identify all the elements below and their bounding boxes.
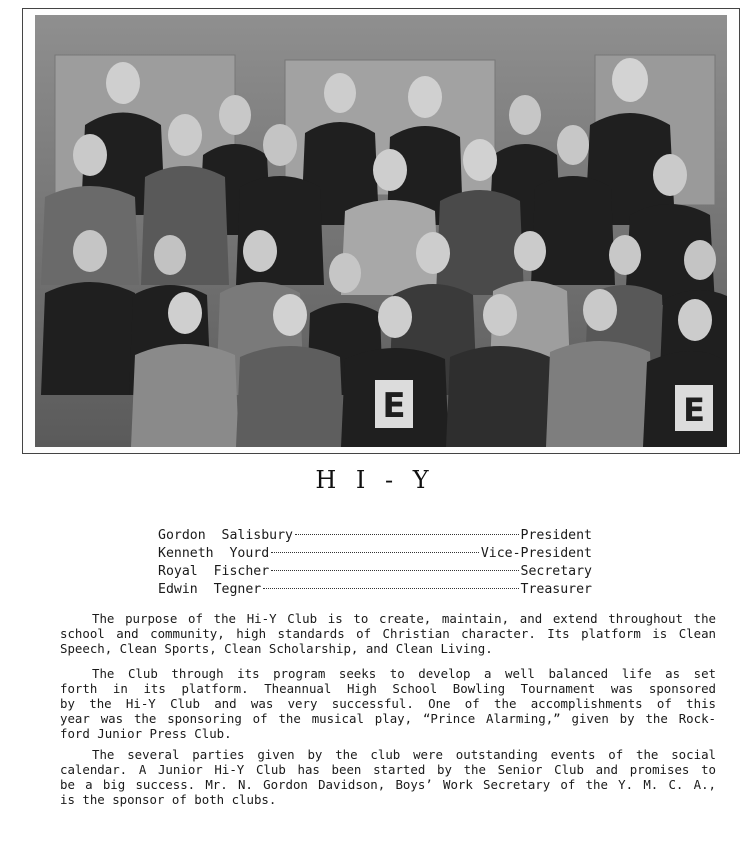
photo-frame [22,8,740,454]
paragraph-line: Speech, Clean Sports, Clean Scholarship, and Clean Living. [60,641,493,656]
svg-text:E: E [683,391,705,429]
group-photo [35,15,727,447]
officer-row [158,563,592,581]
paragraph-line: ford Junior Press Club. [60,726,232,741]
officer-title: Treasurer [520,582,592,597]
officer-name: Royal Fischer [158,564,270,579]
paragraph-line: calendar. A Junior Hi-Y Club has been started by the Senior Club and promises to [60,762,716,777]
svg-text:E: E [382,386,406,426]
officer-name: Gordon Salisbury [158,528,293,543]
officer-list [158,527,592,599]
paragraph [60,747,716,807]
officer-title: President [520,528,592,543]
officer-row [158,527,592,545]
paragraph-line: The Club through its program seeks to develop a well balanced life as set [92,666,716,681]
paragraph-line: The several parties given by the club were outstanding events of the social [92,747,716,762]
officer-title: Secretary [520,564,592,579]
dotted-leader [263,588,518,589]
paragraph-line: is the sponsor of both clubs. [60,792,277,807]
dotted-leader [271,552,479,553]
officer-title: Vice-President [480,546,592,561]
group-photo-illustration [35,15,727,447]
paragraph-line: forth in its platform. Theannual High School Bowling Tournament was sponsored [60,681,716,696]
dotted-leader [271,570,518,571]
paragraph-line: year was the sponsoring of the musical play, “Prince Alarming,” given by the Rock- [60,711,716,726]
paragraph-line: by the Hi-Y Club and was very successful. One of the accomplishments of this [60,696,716,711]
officer-name: Edwin Tegner [158,582,262,597]
officer-name: Kenneth Yourd [158,546,270,561]
officer-row [158,581,592,599]
dotted-leader [295,534,519,535]
officer-row [158,545,592,563]
page-title: H I - Y [315,466,435,494]
paragraph [60,611,716,656]
paragraph-line: be a big success. Mr. N. Gordon Davidson, Boys’ Work Secretary of the Y. M. C. A., [60,777,716,792]
paragraph-line: The purpose of the Hi-Y Club is to create, maintain, and extend throughout the [92,611,716,626]
paragraph [60,666,716,741]
paragraph-line: school and community, high standards of Christian character. Its platform is Clean [60,626,716,641]
